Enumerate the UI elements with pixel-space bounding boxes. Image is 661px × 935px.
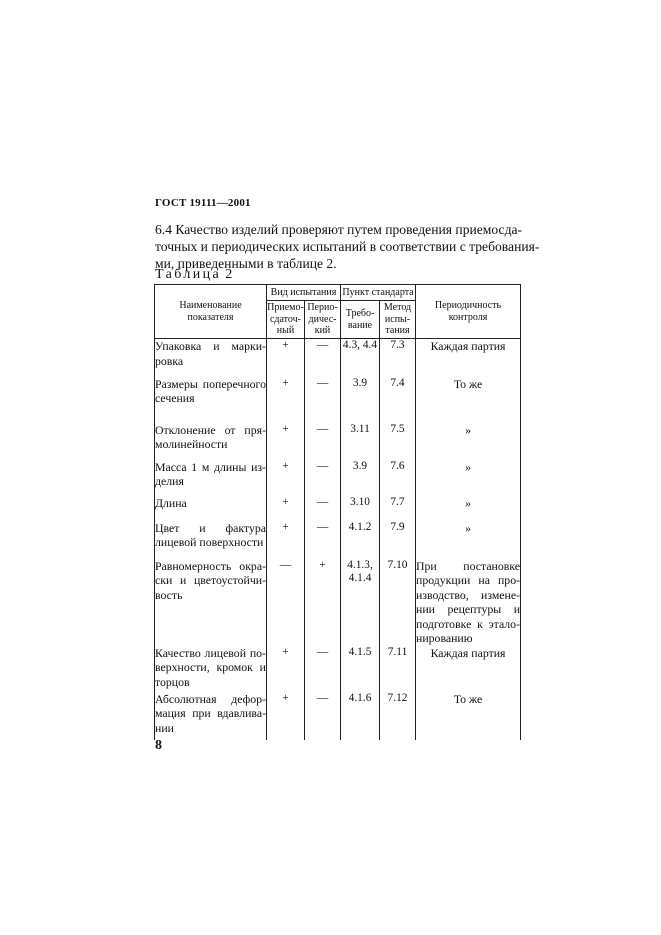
cell-method: 7.7: [380, 496, 416, 521]
cell-periodic: —: [305, 646, 341, 692]
table-row: [155, 423, 521, 460]
cell-method: 7.4: [380, 377, 416, 423]
cell-name: Равномерность окра-ски и цветоустойчи-вость: [155, 559, 267, 646]
cell-acceptance: +: [267, 377, 305, 423]
cell-periodicity: При постановке продукции на про-изводство, измене-нии рецептуры и подготовке к этало-нированию: [416, 558, 521, 645]
table-row: [155, 460, 521, 496]
cell-periodicity: »: [416, 423, 521, 460]
cell-acceptance: +: [267, 692, 305, 740]
cell-periodicity: »: [416, 496, 521, 521]
cell-requirement: 4.1.2: [341, 521, 380, 559]
cell-requirement: 4.1.6: [341, 692, 380, 740]
table-caption-number: 2: [225, 267, 233, 282]
cell-periodicity: »: [416, 460, 521, 496]
cell-periodic: —: [305, 460, 341, 496]
table-row: [155, 646, 521, 692]
header-periodic: Перио-дичес-кий: [305, 301, 341, 339]
header-standard-clause: Пункт стандарта: [341, 285, 416, 301]
header-periodicity: Периодичность контроля: [416, 285, 521, 339]
cell-requirement: 3.9: [341, 460, 380, 496]
cell-method: 7.5: [380, 423, 416, 460]
table-row: [155, 496, 521, 521]
cell-requirement: 4.1.5: [341, 646, 380, 692]
cell-method: 7.6: [380, 460, 416, 496]
cell-name: Длина: [155, 496, 267, 521]
cell-periodic: —: [305, 521, 341, 559]
cell-acceptance: +: [267, 521, 305, 559]
cell-periodic: —: [305, 339, 341, 377]
cell-acceptance: —: [267, 559, 305, 646]
header-requirement: Требо-вание: [341, 301, 380, 339]
cell-name: Цвет и фактура лицевой поверхности: [155, 521, 267, 559]
cell-name: Размеры поперечного сечения: [155, 377, 267, 423]
paragraph-line: точных и периодических испытаний в соответствии с требования-: [155, 239, 540, 254]
cell-periodic: —: [305, 377, 341, 423]
paragraph-line: ми, приведенными в таблице 2.: [155, 256, 337, 271]
cell-name: Масса 1 м длины из-делия: [155, 460, 267, 496]
cell-periodicity: »: [416, 521, 521, 559]
page-number: 8: [155, 738, 162, 753]
header-name: Наименование показателя: [155, 285, 267, 339]
cell-periodic: —: [305, 423, 341, 460]
cell-acceptance: +: [267, 646, 305, 692]
cell-periodic: —: [305, 692, 341, 740]
header-method: Метод испы-тания: [380, 301, 416, 339]
cell-requirement: 3.11: [341, 423, 380, 460]
cell-name: Отклонение от пря-молинейности: [155, 423, 267, 460]
cell-periodicity: То же: [416, 692, 521, 740]
cell-method: 7.11: [380, 646, 416, 692]
cell-requirement: 3.9: [341, 377, 380, 423]
inspection-table: [154, 284, 521, 740]
cell-name: Упаковка и марки-ровка: [155, 339, 267, 377]
cell-acceptance: +: [267, 496, 305, 521]
cell-periodicity: Каждая партия: [416, 646, 521, 692]
table-caption-word: Таблица: [155, 267, 222, 282]
cell-periodicity: То же: [416, 377, 521, 423]
cell-method: 7.3: [380, 339, 416, 377]
header-test-type: Вид испытания: [267, 285, 341, 301]
cell-name: Абсолютная дефор-мация при вдавлива-нии: [155, 692, 267, 740]
cell-requirement: 3.10: [341, 496, 380, 521]
table-row: [155, 377, 521, 423]
document-code-header: ГОСТ 19111—2001: [155, 197, 251, 209]
cell-acceptance: +: [267, 423, 305, 460]
cell-requirement: 4.1.3, 4.1.4: [341, 559, 380, 646]
cell-periodicity: Каждая партия: [416, 339, 521, 377]
table-row: [155, 559, 521, 646]
table-row: [155, 339, 521, 377]
cell-method: 7.9: [380, 521, 416, 559]
header-acceptance: Приемо-сдаточ-ный: [267, 301, 305, 339]
cell-acceptance: +: [267, 339, 305, 377]
cell-periodic: +: [305, 559, 341, 646]
paragraph-line: 6.4 Качество изделий проверяют путем проведения приемосда-: [155, 222, 523, 237]
cell-method: 7.12: [380, 692, 416, 740]
cell-periodic: —: [305, 496, 341, 521]
cell-name: Качество лицевой по-верхности, кромок и торцов: [155, 646, 267, 692]
table-row: [155, 692, 521, 740]
cell-method: 7.10: [380, 559, 416, 646]
cell-requirement: 4.3, 4.4: [341, 339, 380, 377]
table-row: [155, 521, 521, 559]
table-caption: [155, 267, 232, 283]
cell-acceptance: +: [267, 460, 305, 496]
section-paragraph: [155, 221, 540, 272]
